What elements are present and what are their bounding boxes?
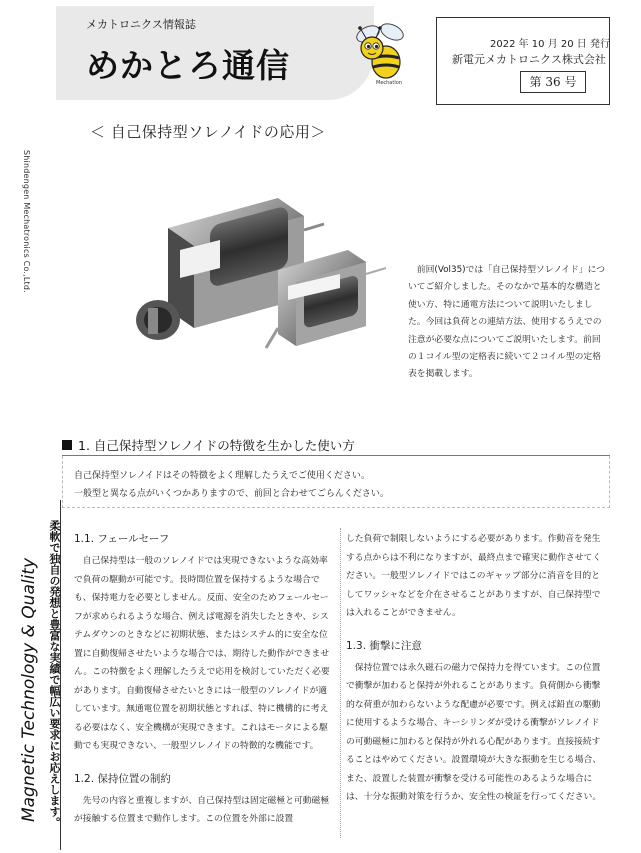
side-company-name: Shindengen Mechatronics Co.,Ltd. [22,150,31,293]
section-1-intro-line-1: 自己保持型ソレノイドはその特徴をよく理解したうえでご使用ください。 [74,471,370,481]
magazine-title: めかとろ通信 [86,46,290,85]
subsection-1-2-body: 先号の内容と重複しますが、自己保持型は固定磁極と可動磁極が接触する位置まで動作します。この位置を外部に設置 [74,795,330,824]
subsection-1-1-body: 自己保持型は一般のソレノイドでは実現できないような高効率で負荷の駆動が可能です。長時間位置を保持するような場合でも、保持電力を必要としません。反面、安全のためフェールセーフが求められるような場合、例えば電源を消失したときや、システムダウンのときなどに初期状態、またはシステム的に安全な位置に自動復帰させたいような場合では、期待した動作ができません。この特徴をよく理解したうえで応用を検討していただく必要があります。自動復帰させたいときには一般型のソレノイドが適しています。無通電位置を初期状態とすれば、特に機構的に考える必要はなく、安全機構が実現できます。これはモータによる駆動でも実現できない、一般型ソレノイドの特徴的な機能です。 [74,556,330,751]
column-divider [340,528,341,838]
mascot-label: Mechatlon [376,80,402,86]
right-column [346,530,606,807]
magazine-label: メカトロニクス情報誌 [86,18,196,31]
bee-mascot-icon [346,16,416,86]
intro-text: 前回(Vol35)では「自己保持型ソレノイド」についてご紹介しました。そのなかで基本的な構造と使い方、特に通電方法について説明いたしました。今回は負荷との連結方法、使用するうえでの注意が必要な点についてご説明いたします。前回の１コイル型の定格表に続いて２コイル型の定格表を掲載します。 [408,265,606,380]
company-name: 新電元メカトロニクス株式会社 [452,53,606,66]
section-1-header [62,432,610,456]
brand-text: Magnetic Technology & Quality [19,557,40,823]
subsection-1-2-continued: した負荷で制限しないようにする必要があります。作動音を発生する点からは不利になりますが、最終点まで確実に動作させてください。一般型ソレノイドではこのギャップ部分に消音を目的としてワッシャなどを介在させることがありますが、自己保持型では入れることができません。 [346,534,602,618]
left-column [74,530,334,829]
section-1-intro-line-2: 一般型と異なる点がいくつかありますので、前回と合わせてごらんください。 [74,489,389,499]
section-square-icon [62,440,72,450]
subsection-1-2-title: 1.2. 保持位置の制約 [74,772,171,785]
solenoid-product-image [128,188,390,376]
subsection-1-3-title: 1.3. 衝撃に注意 [346,639,422,652]
section-1-title: 1. 自己保持型ソレノイドの特徴を生かした使い方 [78,438,355,453]
subsection-1-3-body: 保持位置では永久磁石の磁力で保持力を得ています。この位置で衝撃が加わると保持が外れることがあります。負荷側から衝撃的な荷重が加わらないような配慮が必要です。例えば鉛直の駆動に使用するような場合、キーシリンダが受ける衝撃がソレノイドの可動磁極に加わると保持が外れる心配があります。直接接続することはやめてください。設置環境が大きな振動を生じる場合、また、設置した装置が衝撃を受ける可能性のあるような場合には、十分な振動対策を行うか、安全性の検証を行ってください。 [346,662,602,802]
side-slogan: 柔軟で独自の発想と豊富な実績で幅広い要求にお応えします。 [48,520,61,828]
issue-date: 2022 年 10 月 20 日 発行 [490,39,610,50]
section-1-intro-box [62,456,610,508]
subsection-1-1-title: 1.1. フェールセーフ [74,533,170,545]
issue-number: 第 36 号 [520,71,586,93]
intro-paragraph [408,262,608,384]
side-brand [14,520,44,850]
article-title: ＜ 自己保持型ソレノイドの応用＞ [90,123,326,141]
